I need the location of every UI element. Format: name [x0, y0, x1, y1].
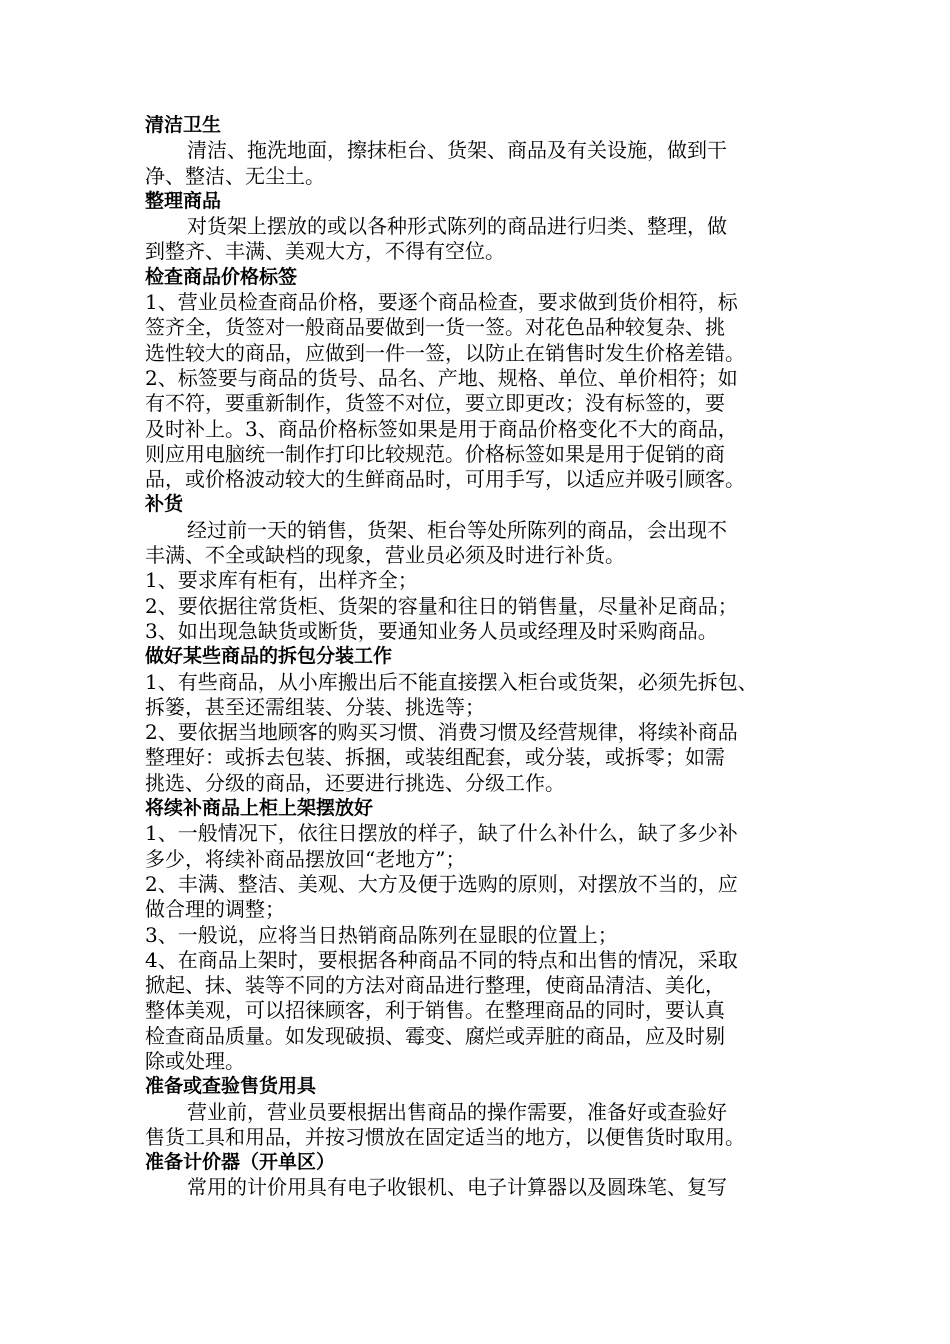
- text-line: 及时补上。3、商品价格标签如果是用于商品价格变化不大的商品，: [145, 416, 738, 441]
- paragraph: [145, 1100, 825, 1151]
- text-line: 多少，将续补商品摆放回“老地方”；: [145, 846, 466, 871]
- text-line: 3、一般说，应将当日热销商品陈列在显眼的位置上；: [145, 922, 618, 947]
- paragraph: [145, 290, 825, 492]
- text-line: 1、营业员检查商品价格，要逐个商品检查，要求做到货价相符，标: [145, 290, 738, 315]
- paragraph: [145, 518, 825, 569]
- text-line: 售货工具和用品，并按习惯放在固定适当的地方，以便售货时取用。: [145, 1124, 745, 1149]
- text-line: 到整齐、丰满、美观大方，不得有空位。: [145, 239, 505, 264]
- paragraph: [145, 670, 825, 721]
- text-line: 1、要求库有柜有，出样齐全；: [145, 568, 418, 593]
- paragraph: [145, 872, 825, 923]
- text-line: 1、有些商品，从小库搬出后不能直接摆入柜台或货架，必须先拆包、: [145, 669, 758, 694]
- text-line: 整体美观，可以招徕顾客，利于销售。在整理商品的同时，要认真: [145, 998, 725, 1023]
- paragraph: [145, 948, 825, 1074]
- paragraph: [145, 594, 825, 619]
- text-line: 拆篓，甚至还需组装、分装、挑选等；: [145, 694, 485, 719]
- text-line: 营业前，营业员要根据出售商品的操作需要，准备好或查验好: [187, 1099, 727, 1124]
- section-heading: 准备或查验售货用具: [145, 1075, 317, 1098]
- text-line: 清洁、拖洗地面，擦抹柜台、货架、商品及有关设施，做到干: [187, 138, 727, 163]
- text-line: 品，或价格波动较大的生鲜商品时，可用手写，以适应并吸引顾客。: [145, 467, 745, 492]
- paragraph: [145, 923, 825, 948]
- text-line: 做合理的调整；: [145, 897, 285, 922]
- text-line: 3、如出现急缺货或断货，要通知业务人员或经理及时采购商品。: [145, 618, 718, 643]
- text-line: 掀起、抹、装等不同的方法对商品进行整理，使商品清洁、美化，: [145, 973, 725, 998]
- text-line: 除或处理。: [145, 1048, 245, 1073]
- section-heading: 做好某些商品的拆包分装工作: [145, 645, 393, 668]
- text-line: 丰满、不全或缺档的现象，营业员必须及时进行补货。: [145, 543, 625, 568]
- text-line: 签齐全，货签对一般商品要做到一货一签。对花色品种较复杂、挑: [145, 315, 725, 340]
- text-line: 2、丰满、整洁、美观、大方及便于选购的原则，对摆放不当的，应: [145, 871, 738, 896]
- text-line: 2、要依据当地顾客的购买习惯、消费习惯及经营规律，将续补商品: [145, 720, 738, 745]
- text-line: 2、要依据往常货柜、货架的容量和往日的销售量，尽量补足商品；: [145, 593, 738, 618]
- paragraph: [145, 138, 825, 189]
- text-line: 整理好：或拆去包装、拆捆，或装组配套，或分装，或拆零；如需: [145, 745, 725, 770]
- text-line: 1、一般情况下，依往日摆放的样子，缺了什么补什么，缺了多少补: [145, 821, 738, 846]
- section-heading: 准备计价器（开单区）: [145, 1151, 336, 1174]
- text-line: 检查商品质量。如发现破损、霉变、腐烂或弄脏的商品，应及时剔: [145, 1023, 725, 1048]
- section-heading: 整理商品: [145, 189, 222, 212]
- section-heading: 检查商品价格标签: [145, 265, 298, 288]
- section-heading: 将续补商品上柜上架摆放好: [145, 797, 374, 820]
- text-line: 对货架上摆放的或以各种形式陈列的商品进行归类、整理，做: [187, 214, 727, 239]
- section-heading: 补货: [145, 493, 184, 516]
- paragraph: [145, 1175, 825, 1200]
- document-page: [145, 113, 825, 1201]
- paragraph: [145, 619, 825, 644]
- text-line: 2、标签要与商品的货号、品名、产地、规格、单位、单价相符；如: [145, 365, 738, 390]
- text-line: 经过前一天的销售，货架、柜台等处所陈列的商品，会出现不: [187, 517, 727, 542]
- text-line: 有不符，要重新制作，货签不对位，要立即更改；没有标签的，要: [145, 391, 725, 416]
- section-heading: 清洁卫生: [145, 114, 222, 136]
- text-line: 4、在商品上架时，要根据各种商品不同的特点和出售的情况，采取: [145, 947, 738, 972]
- paragraph: [145, 568, 825, 593]
- paragraph: [145, 720, 825, 796]
- text-line: 选性较大的商品，应做到一件一签，以防止在销售时发生价格差错。: [145, 340, 745, 365]
- paragraph: [145, 821, 825, 872]
- text-line: 则应用电脑统一制作打印比较规范。价格标签如果是用于促销的商: [145, 441, 725, 466]
- paragraph: [145, 214, 825, 265]
- text-line: 常用的计价用具有电子收银机、电子计算器以及圆珠笔、复写: [187, 1175, 727, 1200]
- text-line: 挑选、分级的商品，还要进行挑选、分级工作。: [145, 770, 565, 795]
- text-line: 净、整洁、无尘土。: [145, 163, 325, 188]
